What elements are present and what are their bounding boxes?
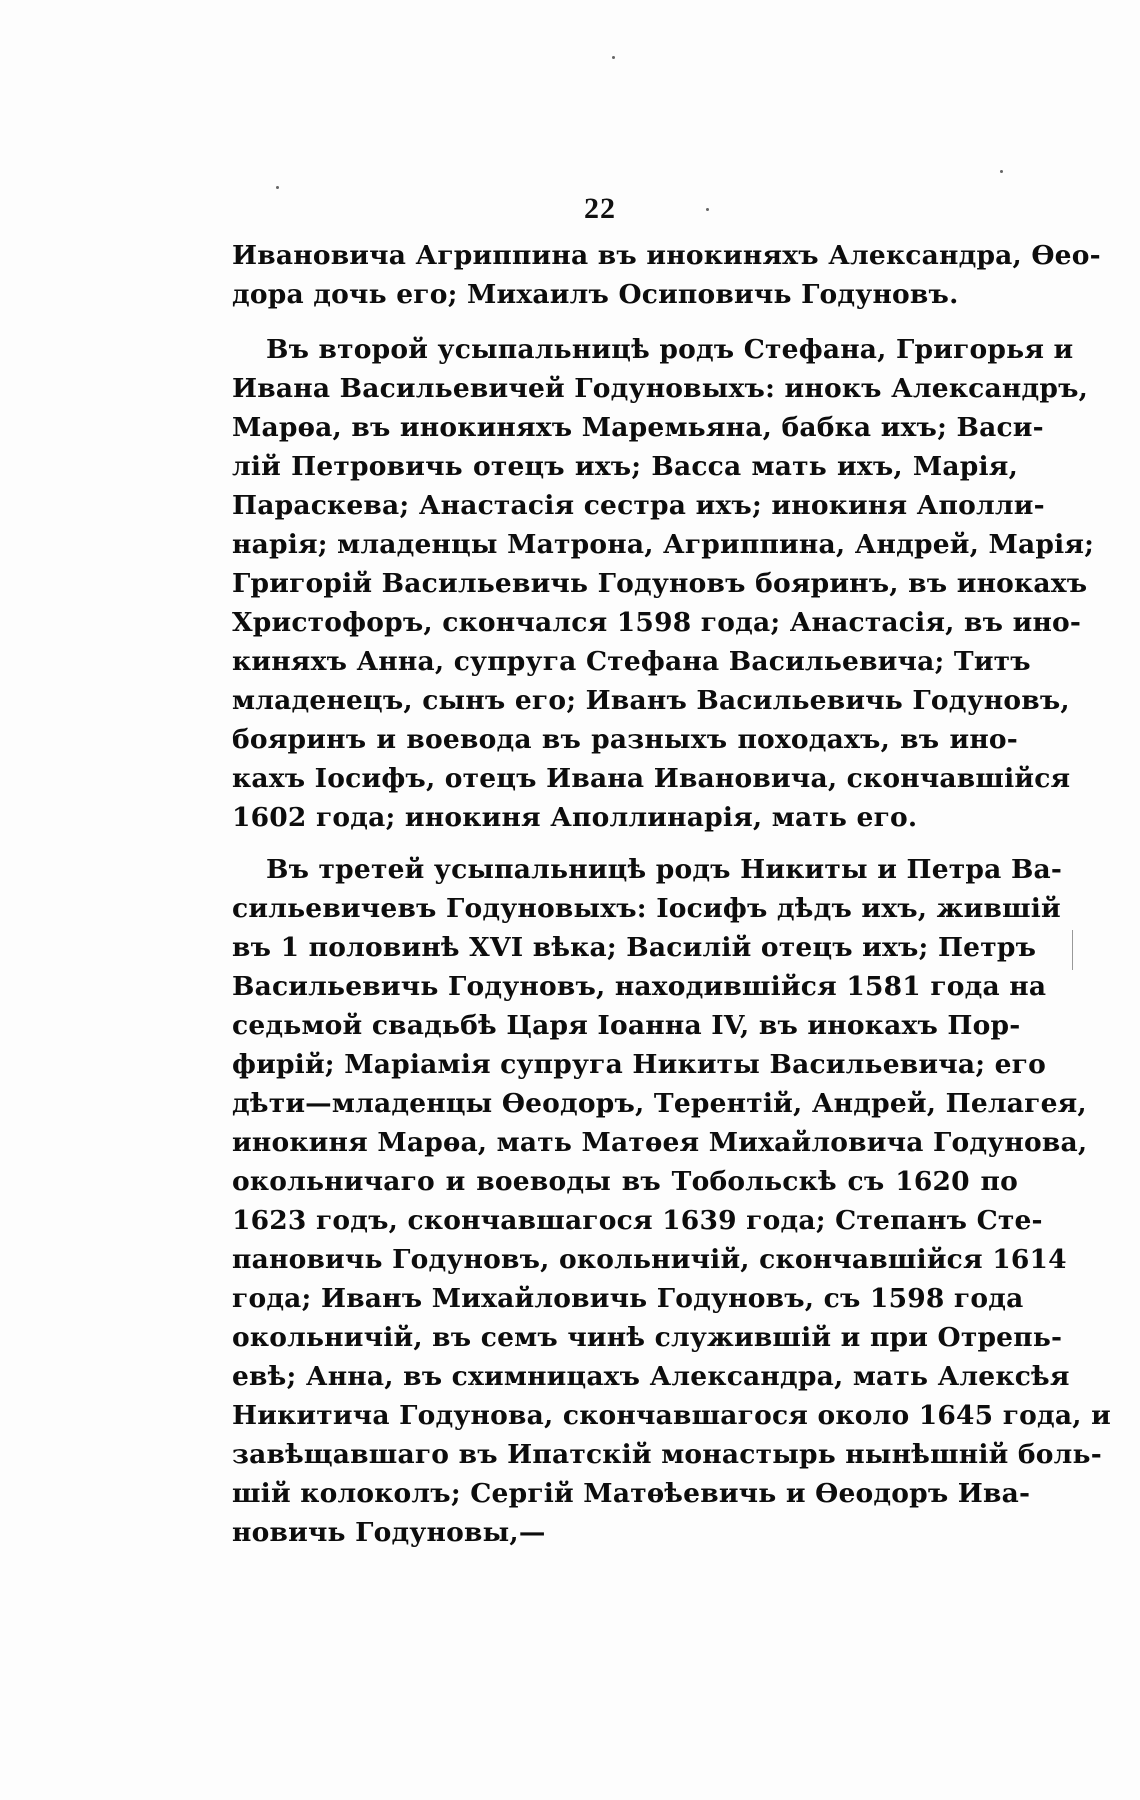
text-line: дора дочь его; Михаилъ Осиповичь Годуновъ. bbox=[232, 279, 959, 310]
text-line: Васильевичь Годуновъ, находившійся 1581 года на bbox=[232, 971, 1047, 1002]
text-line: Никитича Годунова, скончавшагося около 1645 года, и bbox=[232, 1400, 1111, 1431]
text-line: Григорій Васильевичь Годуновъ бояринъ, въ инокахъ bbox=[232, 568, 1088, 599]
text-line: года; Иванъ Михайловичь Годуновъ, съ 1598 года bbox=[232, 1283, 1024, 1314]
text-line: нарія; младенцы Матрона, Агриппина, Андрей, Марія; bbox=[232, 529, 1095, 560]
text-line: новичь Годуновы,— bbox=[232, 1517, 546, 1548]
text-line: Марѳа, въ инокиняхъ Маремьяна, бабка ихъ; Васи- bbox=[232, 412, 1044, 443]
text-line: бояринъ и воевода въ разныхъ походахъ, въ ино- bbox=[232, 724, 1018, 755]
text-line: инокиня Марѳа, мать Матѳея Михайловича Годунова, bbox=[232, 1127, 1088, 1158]
page-number: 22 bbox=[584, 192, 616, 225]
text-line: киняхъ Анна, супруга Стефана Васильевича; Титъ bbox=[232, 646, 1031, 677]
text-line: младенецъ, сынъ его; Иванъ Васильевичь Годуновъ, bbox=[232, 685, 1070, 716]
text-line: евѣ; Анна, въ схимницахъ Александра, мать Алексѣя bbox=[232, 1361, 1070, 1392]
text-line: Ивана Васильевичей Годуновыхъ: инокъ Александръ, bbox=[232, 373, 1089, 404]
text-line: дѣти—младенцы Ѳеодоръ, Терентій, Андрей, Пелагея, bbox=[232, 1088, 1087, 1119]
text-line: пановичь Годуновъ, окольничій, скончавшійся 1614 bbox=[232, 1244, 1067, 1275]
text-line: шій колоколъ; Сергій Матѳѣевичь и Ѳеодоръ Ива- bbox=[232, 1478, 1031, 1509]
scan-speck bbox=[276, 186, 279, 189]
text-line: лій Петровичь отецъ ихъ; Васса мать ихъ, Марія, bbox=[232, 451, 1018, 482]
text-line: 1623 годъ, скончавшагося 1639 года; Степанъ Сте- bbox=[232, 1205, 1043, 1236]
text-line: 1602 года; инокиня Аполлинарія, мать его. bbox=[232, 802, 918, 833]
text-line: Въ второй усыпальницѣ родъ Стефана, Григорья и bbox=[266, 334, 1074, 365]
text-line: кахъ Іосифъ, отецъ Ивана Ивановича, скончавшійся bbox=[232, 763, 1071, 794]
text-line: фирій; Маріамія супруга Никиты Васильевича; его bbox=[232, 1049, 1047, 1080]
text-line: сильевичевъ Годуновыхъ: Іосифъ дѣдъ ихъ, жившій bbox=[232, 893, 1061, 924]
scan-speck bbox=[1000, 170, 1003, 173]
text-line: Въ третей усыпальницѣ родъ Никиты и Петра Ва- bbox=[266, 854, 1063, 885]
scan-speck bbox=[612, 56, 615, 59]
text-line: Христофоръ, скончался 1598 года; Анастасія, въ ино- bbox=[232, 607, 1082, 638]
text-line: седьмой свадьбѣ Царя Іоанна IV, въ инокахъ Пор- bbox=[232, 1010, 1021, 1041]
scan-edge-mark bbox=[1072, 930, 1073, 970]
paragraph-third-tomb bbox=[232, 850, 1111, 1552]
paragraph-second-tomb bbox=[232, 330, 1095, 837]
text-line: окольничаго и воеводы въ Тобольскѣ съ 1620 по bbox=[232, 1166, 1018, 1197]
text-line: Ивановича Агриппина въ инокиняхъ Александра, Ѳео- bbox=[232, 240, 1101, 271]
text-line: Параскева; Анастасія сестра ихъ; инокиня Аполли- bbox=[232, 490, 1045, 521]
text-line: въ 1 половинѣ XVI вѣка; Василій отецъ ихъ; Петръ bbox=[232, 932, 1037, 963]
scan-speck bbox=[706, 208, 709, 211]
text-line: завѣщавшаго въ Ипатскій монастырь нынѣшній боль- bbox=[232, 1439, 1102, 1470]
text-line: окольничій, въ семъ чинѣ служившій и при Отрепь- bbox=[232, 1322, 1063, 1353]
paragraph-continuation bbox=[232, 236, 1101, 314]
